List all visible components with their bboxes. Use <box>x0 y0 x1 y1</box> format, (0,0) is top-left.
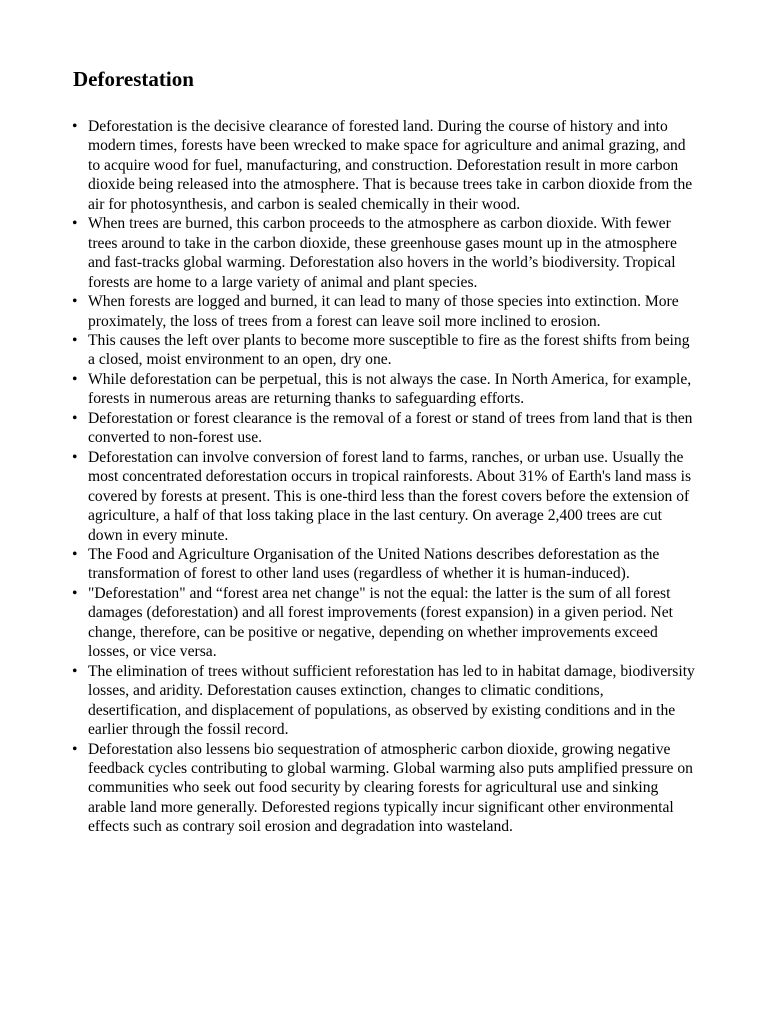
bullet-item <box>72 331 700 370</box>
bullet-glyph: • <box>72 740 78 758</box>
bullet-glyph: • <box>72 584 78 602</box>
bullet-item <box>72 370 700 409</box>
bullet-glyph: • <box>72 370 78 388</box>
bullet-text: Deforestation or forest clearance is the removal of a forest or stand of trees from land that is then converted to non-forest use. <box>88 409 693 447</box>
bullet-glyph: • <box>72 409 78 427</box>
bullet-text: While deforestation can be perpetual, this is not always the case. In North America, for example, forests in numerous areas are returning thanks to safeguarding efforts. <box>88 370 692 408</box>
document-title: Deforestation <box>73 67 194 91</box>
bullet-glyph: • <box>72 293 78 311</box>
bullet-text: The elimination of trees without sufficient reforestation has led to in habitat damage, biodiversity losses, and aridity. Deforestation causes extinction, changes to climatic conditions, desertification, and displacement of populations, as observed by existing conditions and in the earlier through the fossil record. <box>88 662 695 739</box>
bullet-item <box>72 409 700 448</box>
bullet-glyph: • <box>72 331 78 349</box>
bullet-glyph: • <box>72 118 78 135</box>
bullet-item <box>72 448 700 545</box>
bullet-item <box>72 740 700 837</box>
bullet-text: This causes the left over plants to become more susceptible to fire as the forest shifts from being a closed, moist environment to an open, dry one. <box>88 331 690 369</box>
bullet-glyph: • <box>72 215 78 233</box>
bullet-text: When forests are logged and burned, it can lead to many of those species into extinction. More proximately, the loss of trees from a forest can leave soil more inclined to erosion. <box>88 293 679 330</box>
bullet-text: The Food and Agriculture Organisation of the United Nations describes deforestation as the transformation of forest to other land uses (regardless of whether it is human-induced). <box>88 545 660 583</box>
bullet-item <box>72 117 700 214</box>
bullet-item <box>72 545 700 584</box>
bullet-glyph: • <box>72 545 78 563</box>
bullet-item <box>72 292 700 331</box>
bullet-item <box>72 214 700 292</box>
bullet-text: Deforestation also lessens bio sequestration of atmospheric carbon dioxide, growing negative feedback cycles contributing to global warming. Global warming also puts amplified pressure on communities who seek out food security by clearing forests for agricultural use and sinking arable land more generally. Deforested regions typically incur significant other environmental effects such as contrary soil erosion and degradation into wasteland. <box>88 740 693 836</box>
bullet-item <box>72 662 700 740</box>
bullet-text: When trees are burned, this carbon proceeds to the atmosphere as carbon dioxide. With fewer trees around to take in the carbon dioxide, these greenhouse gases mount up in the atmosphere and fast-tracks global warming. Deforestation also hovers in the world’s biodiversity. Tropical forests are home to a large variety of animal and plant species. <box>88 215 677 291</box>
bullet-glyph: • <box>72 448 78 466</box>
bullet-text: "Deforestation" and “forest area net change" is not the equal: the latter is the sum of all forest damages (deforestation) and all forest improvements (forest expansion) in a given period. Net change, therefore, can be positive or negative, depending on whether improvements exceed losses, or vice versa. <box>88 584 674 661</box>
bullet-glyph: • <box>72 662 78 680</box>
bullet-item <box>72 584 700 662</box>
bullet-text: Deforestation can involve conversion of forest land to farms, ranches, or urban use. Usually the most concentrated deforestation occurs in tropical rainforests. About 31% of Earth's land mass is covered by forests at present. This is one-third less than the forest covers before the extension of agriculture, a half of that loss taking place in the last century. On average 2,400 trees are cut down in every minute. <box>88 448 692 544</box>
bullet-list <box>72 117 700 837</box>
bullet-text: Deforestation is the decisive clearance of forested land. During the course of history and into modern times, forests have been wrecked to make space for agriculture and animal grazing, and to acquire wood for fuel, manufacturing, and construction. Deforestation result in more carbon dioxide being released into the atmosphere. That is because trees take in carbon dioxide from the air for photosynthesis, and carbon is sealed chemically in their wood. <box>88 118 693 213</box>
